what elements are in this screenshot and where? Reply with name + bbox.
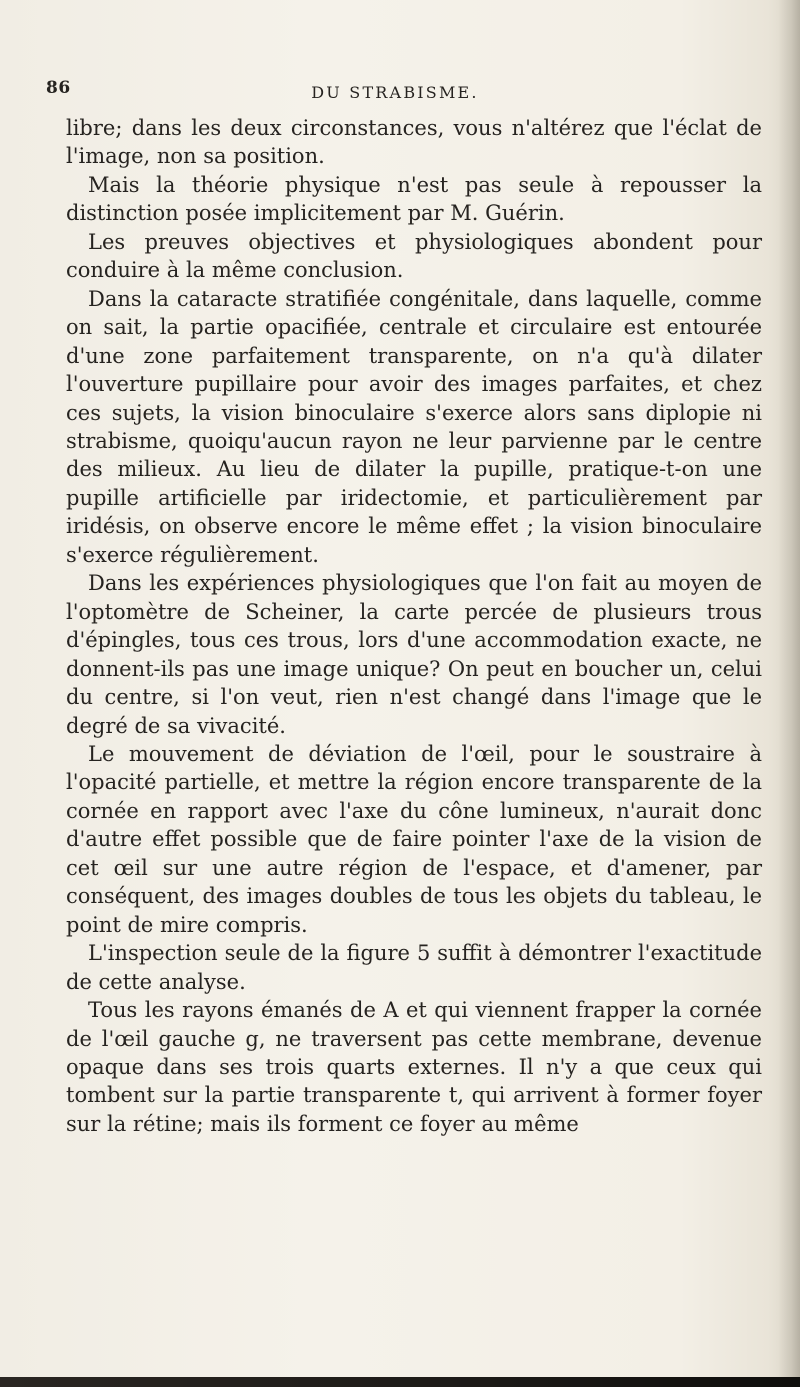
body-text xyxy=(66,114,762,1138)
paragraph-5: Dans les expériences physiologiques que l'on fait au moyen de l'optomètre de Scheiner, la carte percée de plusieurs trous d'épingles, tous ces trous, lors d'une accommodation exacte, ne donnent-ils pas une image unique? On peut en boucher un, celui du centre, si l'on veut, rien n'est changé dans l'image que le degré de sa vivacité. xyxy=(66,571,762,738)
paragraph-8: Tous les rayons émanés de A et qui viennent frapper la cornée de l'œil gauche g, ne traversent pas cette membrane, devenue opaque dans ses trois quarts externes. Il n'y a que ceux qui tombent sur la partie transparente t, qui arrivent à former foyer sur la rétine; mais ils forment ce foyer au même xyxy=(66,998,762,1136)
page-header xyxy=(0,78,800,106)
page-edge-shadow xyxy=(778,0,800,1387)
paragraph-2: Mais la théorie physique n'est pas seule à repousser la distinction posée implicitement par M. Guérin. xyxy=(66,172,762,226)
paragraph-1: libre; dans les deux circonstances, vous n'altérez que l'éclat de l'image, non sa position. xyxy=(66,116,762,169)
paragraph-3: Les preuves objectives et physiologiques abondent pour conduire à la même conclusion. xyxy=(66,229,762,283)
running-head: DU STRABISME. xyxy=(311,83,479,102)
page-number: 86 xyxy=(46,78,71,98)
page-bottom-edge xyxy=(0,1377,800,1387)
paragraph-7: L'inspection seule de la figure 5 suffit à démontrer l'exactitude de cette analyse. xyxy=(66,941,762,994)
paragraph-6: Le mouvement de déviation de l'œil, pour le soustraire à l'opacité partielle, et mettre la région encore transparente de la cornée en rapport avec l'axe du cône lumineux, n'aurait donc d'autre effet possible que de faire pointer l'axe de la vision de cet œil sur une autre région de l'espace, et d'amener, par conséquent, des images doubles de tous les objets du tableau, le point de mire compris. xyxy=(66,741,762,937)
paragraph-4: Dans la cataracte stratifiée congénitale, dans laquelle, comme on sait, la partie opacifiée, centrale et circulaire est entourée d'une zone parfaitement transparente, on n'a qu'à dilater l'ouverture pupillaire pour avoir des images parfaites, et chez ces sujets, la vision binoculaire s'exerce alors sans diplopie ni strabisme, quoiqu'aucun rayon ne leur parvienne par le centre des milieux. Au lieu de dilater la pupille, pratique-t-on une pupille artificielle par iridectomie, et particulièrement par iridésis, on observe encore le même effet ; la vision binoculaire s'exerce régulièrement. xyxy=(66,286,762,567)
